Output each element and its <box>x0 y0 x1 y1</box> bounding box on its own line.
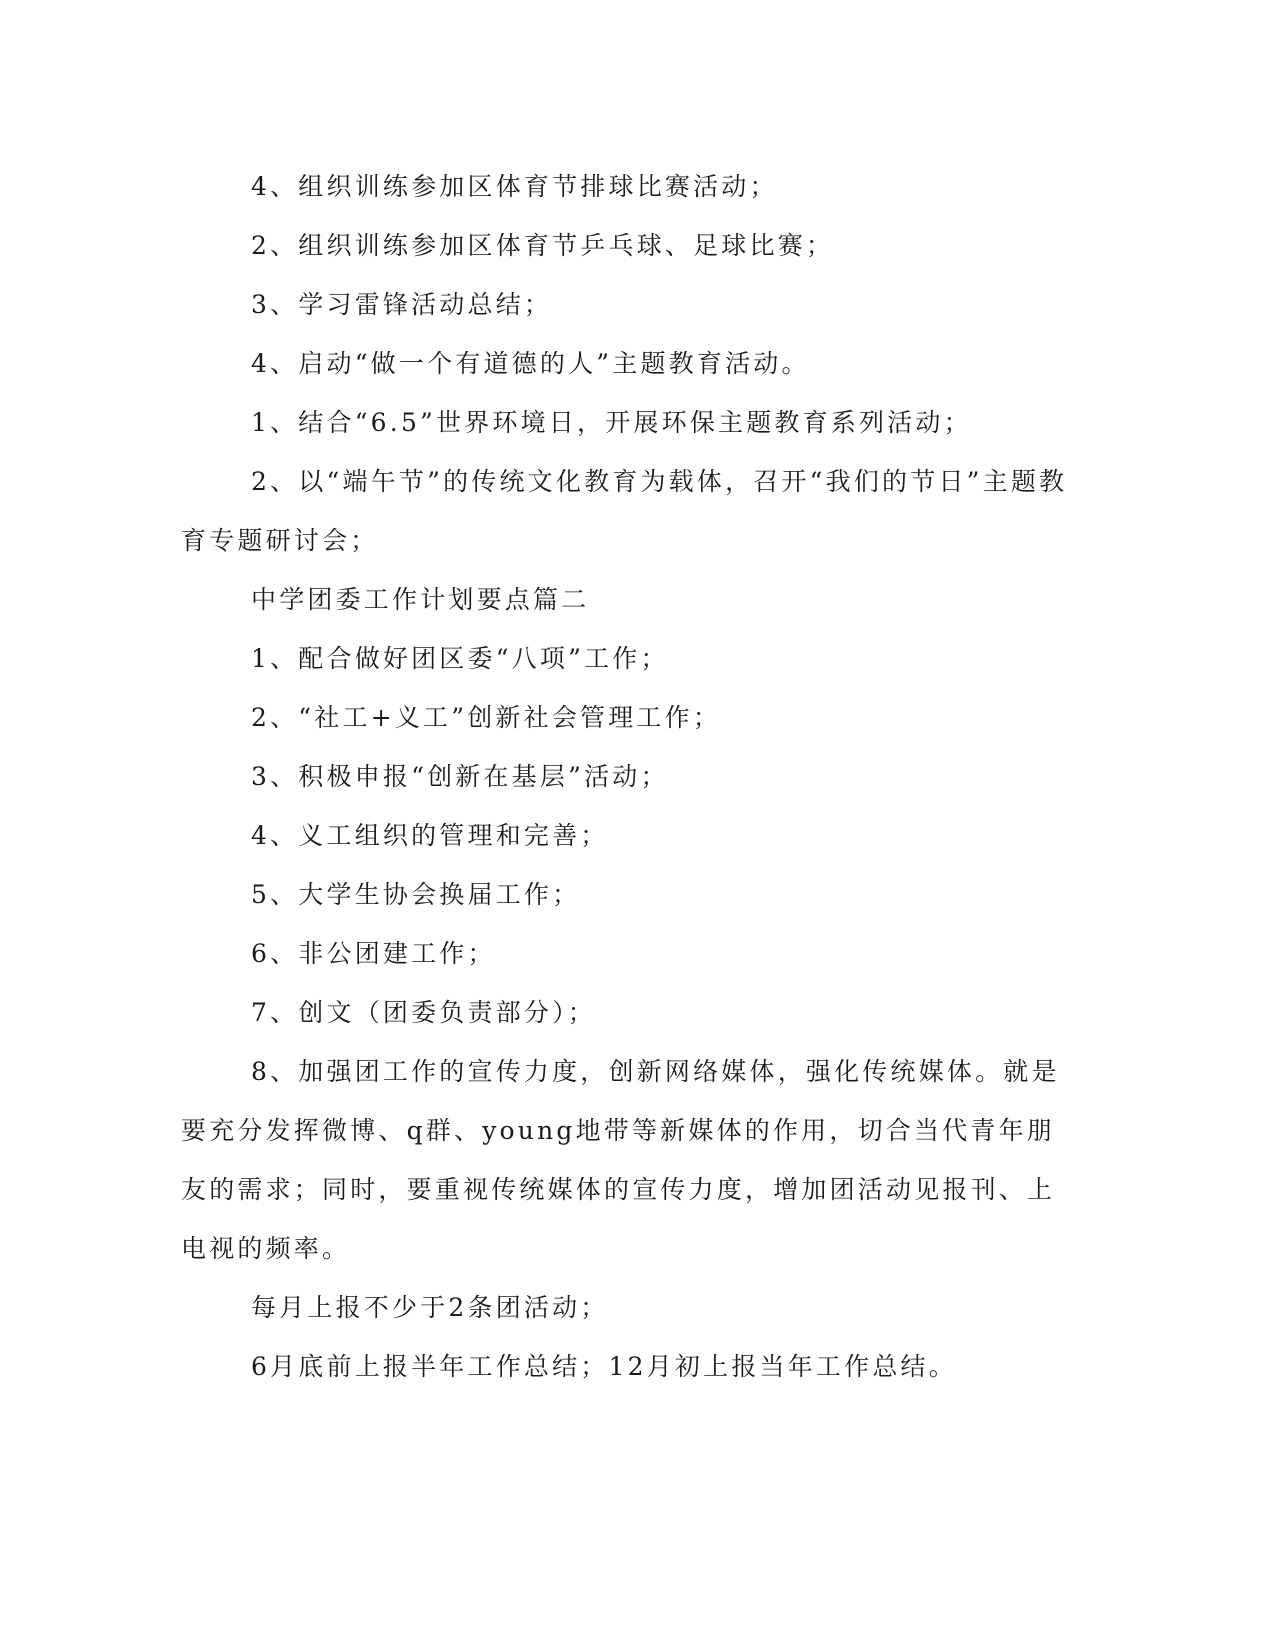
paragraph: 3、积极申报“创新在基层”活动； <box>251 762 669 791</box>
paragraph: 2、“社工+义工”创新社会管理工作； <box>251 703 722 732</box>
paragraph: 每月上报不少于2条团活动； <box>251 1293 609 1322</box>
paragraph: 4、组织训练参加区体育节排球比赛活动； <box>251 172 778 201</box>
paragraph: 8、加强团工作的宣传力度，创新网络媒体，强化传统媒体。就是要充分发挥微博、q群、young地带等新媒体的作用，切合当代青年朋友的需求；同时，要重视传统媒体的宣传力度，增加团活动见报刊、上电视的频率。 <box>181 1057 1060 1263</box>
paragraph: 4、义工组织的管理和完善； <box>251 821 609 850</box>
paragraph: 2、以“端午节”的传统文化教育为载体，召开“我们的节日”主题教育专题研讨会； <box>181 467 1068 555</box>
section-heading: 中学团委工作计划要点篇二 <box>251 585 590 614</box>
paragraph: 7、创文（团委负责部分）； <box>251 998 597 1027</box>
paragraph: 3、学习雷锋活动总结； <box>251 290 553 319</box>
paragraph: 1、结合“6.5”世界环境日，开展环保主题教育系列活动； <box>251 408 972 437</box>
paragraph: 6月底前上报半年工作总结；12月初上报当年工作总结。 <box>251 1352 957 1381</box>
paragraph: 5、大学生协会换届工作； <box>251 880 581 909</box>
document-body <box>181 157 1081 1396</box>
paragraph: 2、组织训练参加区体育节乒乓球、足球比赛； <box>251 231 835 260</box>
paragraph: 6、非公团建工作； <box>251 939 496 968</box>
paragraph: 4、启动“做一个有道德的人”主题教育活动。 <box>251 349 810 378</box>
paragraph: 1、配合做好团区委“八项”工作； <box>251 644 669 673</box>
